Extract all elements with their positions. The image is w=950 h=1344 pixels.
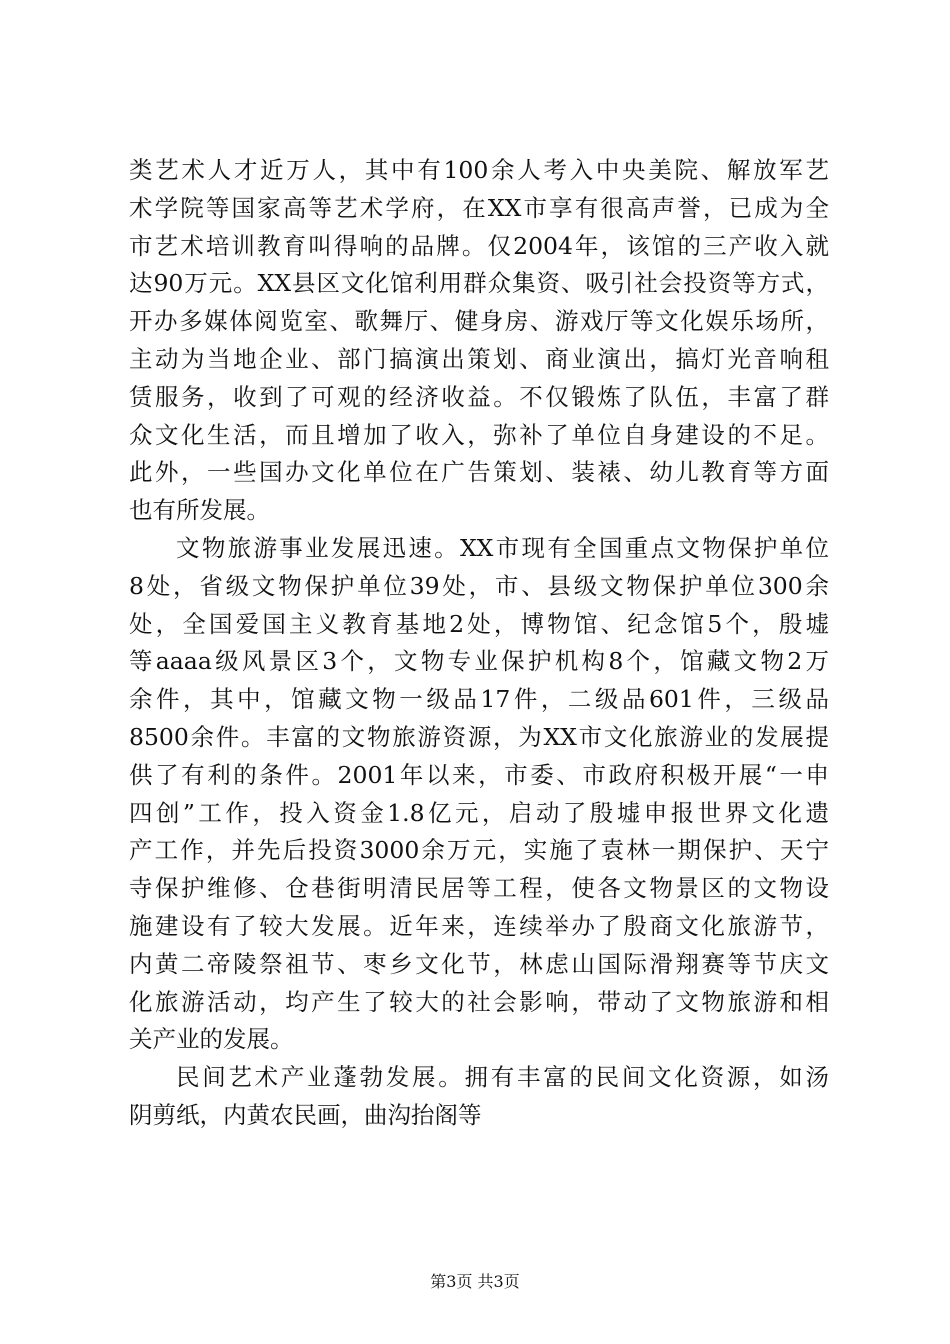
text-line: 开办多媒体阅览室、歌舞厅、健身房、游戏厅等文化娱乐场所， xyxy=(129,307,829,336)
text-line: 内黄二帝陵祭祖节、枣乡文化节，林虑山国际滑翔赛等节庆文 xyxy=(129,949,829,978)
text-line: 供了有利的条件。2001年以来，市委、市政府积极开展“一申 xyxy=(129,760,829,789)
text-line: 关产业的发展。 xyxy=(129,1025,294,1054)
text-line: 文物旅游事业发展迅速。XX市现有全国重点文物保护单位 xyxy=(176,533,829,562)
text-line: 类艺术人才近万人，其中有100余人考入中央美院、解放军艺 xyxy=(129,156,829,184)
text-line: 寺保护维修、仓巷街明清民居等工程，使各文物景区的文物设 xyxy=(129,874,829,903)
text-line: 众文化生活，而且增加了收入，弥补了单位自身建设的不足。 xyxy=(129,420,829,449)
text-line: 8处，省级文物保护单位39处，市、县级文物保护单位300余 xyxy=(129,571,829,600)
document-body xyxy=(129,152,829,1135)
text-line: 四创”工作，投入资金1.8亿元，启动了殷墟申报世界文化遗 xyxy=(129,798,829,827)
text-line: 处，全国爱国主义教育基地2处，博物馆、纪念馆5个，殷墟 xyxy=(129,609,829,638)
text-line: 主动为当地企业、部门搞演出策划、商业演出，搞灯光音响租 xyxy=(129,344,829,373)
text-line: 8500余件。丰富的文物旅游资源，为XX市文化旅游业的发展提 xyxy=(129,722,829,751)
text-line: 民间艺术产业蓬勃发展。拥有丰富的民间文化资源，如汤 xyxy=(176,1063,829,1092)
text-line: 也有所发展。 xyxy=(129,496,270,525)
text-line: 阴剪纸，内黄农民画，曲沟抬阁等 xyxy=(129,1100,482,1129)
text-line: 余件，其中，馆藏文物一级品17件，二级品601件，三级品 xyxy=(129,685,829,714)
page-footer: 第3页 共3页 xyxy=(430,1272,520,1291)
text-line: 等aaaa级风景区3个，文物专业保护机构8个，馆藏文物2万 xyxy=(129,647,829,676)
text-line: 化旅游活动，均产生了较大的社会影响，带动了文物旅游和相 xyxy=(129,987,829,1016)
text-line: 市艺术培训教育叫得响的品牌。仅2004年，该馆的三产收入就 xyxy=(129,231,829,260)
text-line: 产工作，并先后投资3000余万元，实施了袁林一期保护、天宁 xyxy=(129,836,829,865)
text-line: 术学院等国家高等艺术学府，在XX市享有很高声誉，已成为全 xyxy=(129,193,829,222)
text-line: 达90万元。XX县区文化馆利用群众集资、吸引社会投资等方式， xyxy=(129,269,829,298)
text-line: 此外，一些国办文化单位在广告策划、装裱、幼儿教育等方面 xyxy=(129,458,829,487)
text-line: 施建设有了较大发展。近年来，连续举办了殷商文化旅游节， xyxy=(129,911,829,940)
text-line: 赁服务，收到了可观的经济收益。不仅锻炼了队伍，丰富了群 xyxy=(129,382,829,411)
